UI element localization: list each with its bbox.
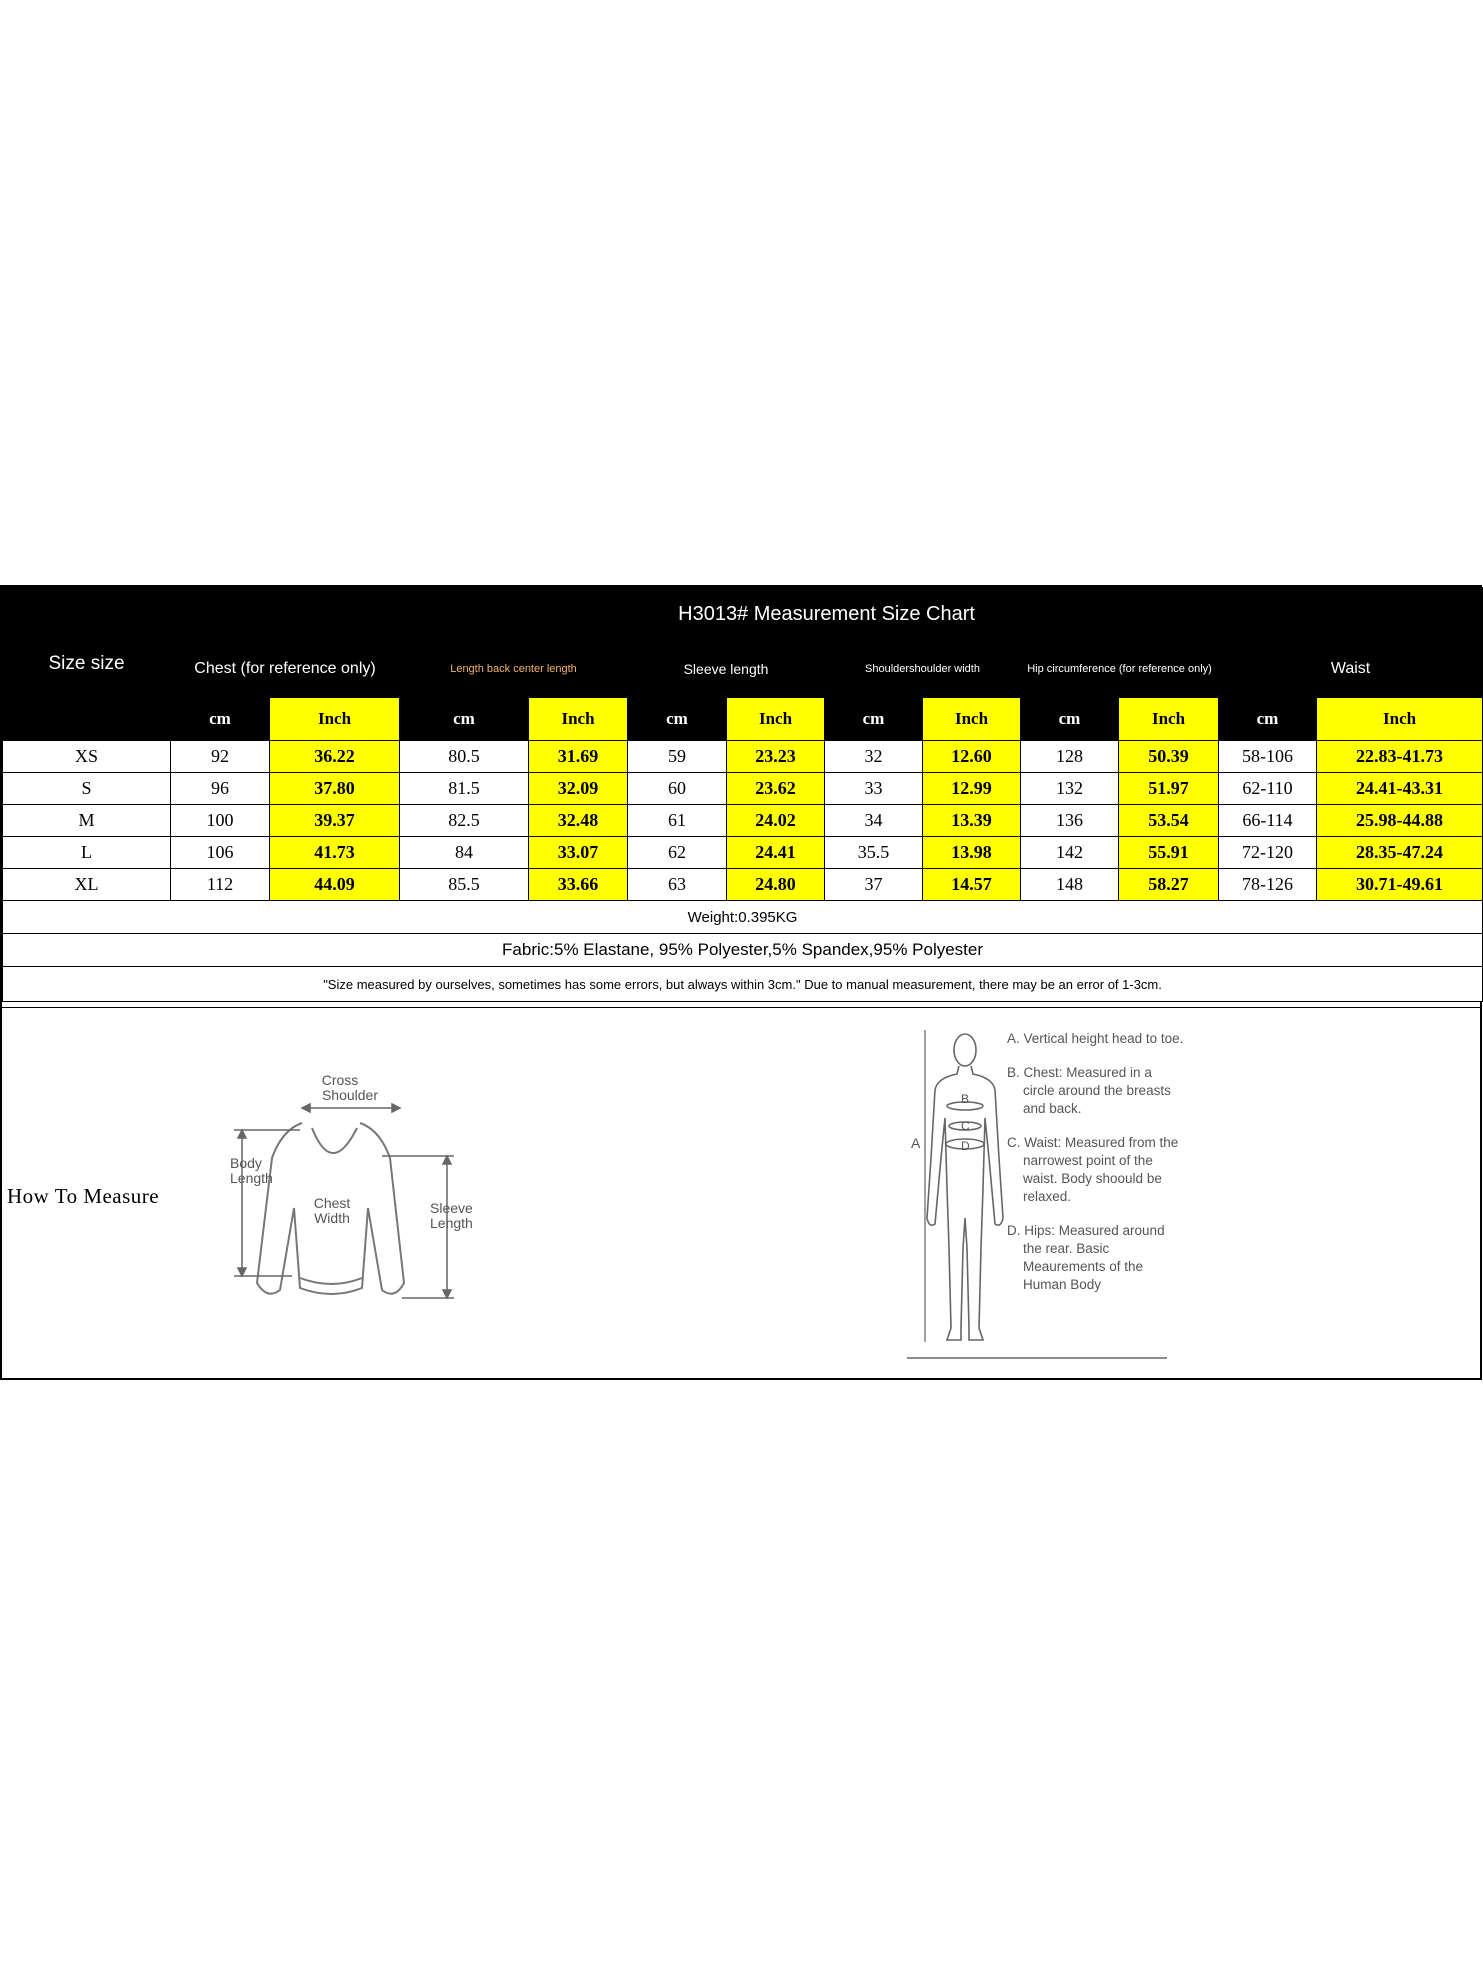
inch-value-cell: 36.22 [270, 741, 400, 773]
cm-value-cell: 63 [628, 869, 727, 901]
legend-a: A. Vertical height head to toe. [1007, 1031, 1184, 1046]
inch-value-cell: 39.37 [270, 805, 400, 837]
cm-value-cell: 81.5 [400, 773, 529, 805]
unit-cm-header: cm [825, 698, 923, 741]
marker-d: D [961, 1139, 970, 1153]
group-chest: Chest (for reference only) [171, 641, 400, 698]
inch-value-cell: 44.09 [270, 869, 400, 901]
inch-value-cell: 13.98 [923, 837, 1021, 869]
unit-cm-header: cm [1021, 698, 1119, 741]
inch-value-cell: 23.62 [727, 773, 825, 805]
cm-value-cell: 142 [1021, 837, 1119, 869]
data-rows [3, 741, 1483, 901]
how-to-measure-label: How To Measure [7, 1184, 160, 1208]
size-cell: XL [3, 869, 171, 901]
inch-value-cell: 32.48 [529, 805, 628, 837]
fabric-row: Fabric:5% Elastane, 95% Polyester,5% Spandex,95% Polyester [3, 934, 1483, 967]
inch-value-cell: 14.57 [923, 869, 1021, 901]
group-waist: Waist [1219, 641, 1483, 698]
cm-value-cell: 132 [1021, 773, 1119, 805]
unit-cm-header: cm [171, 698, 270, 741]
cm-value-cell: 92 [171, 741, 270, 773]
cm-value-cell: 35.5 [825, 837, 923, 869]
legend-b: B. Chest: Measured in a circle around the breasts and back. [1007, 1065, 1171, 1116]
inch-value-cell: 55.91 [1119, 837, 1219, 869]
inch-value-cell: 24.41-43.31 [1317, 773, 1483, 805]
cm-value-cell: 80.5 [400, 741, 529, 773]
sleeve-length-label-2: Length [430, 1215, 473, 1231]
inch-value-cell: 58.27 [1119, 869, 1219, 901]
cm-value-cell: 106 [171, 837, 270, 869]
unit-inch-header: Inch [923, 698, 1021, 741]
cm-value-cell: 96 [171, 773, 270, 805]
cm-value-cell: 78-126 [1219, 869, 1317, 901]
group-length: Length back center length [400, 641, 628, 698]
cm-value-cell: 66-114 [1219, 805, 1317, 837]
table-row [3, 805, 1483, 837]
inch-value-cell: 51.97 [1119, 773, 1219, 805]
cross-shoulder-label-2: Shoulder [321, 1087, 379, 1103]
table-row [3, 869, 1483, 901]
cm-value-cell: 148 [1021, 869, 1119, 901]
cm-value-cell: 59 [628, 741, 727, 773]
inch-value-cell: 13.39 [923, 805, 1021, 837]
body-length-label-1: Body [230, 1155, 262, 1171]
body-length-label-2: Length [230, 1170, 273, 1186]
cross-shoulder-label-1: Cross [321, 1072, 359, 1088]
legend-c: C. Waist: Measured from the narrowest point of the waist. Body shoould be relaxed. [1007, 1135, 1179, 1204]
measure-legend [1007, 1030, 1187, 1310]
inch-value-cell: 23.23 [727, 741, 825, 773]
cm-value-cell: 85.5 [400, 869, 529, 901]
group-hip: Hip circumference (for reference only) [1021, 641, 1219, 698]
group-sleeve: Sleeve length [628, 641, 825, 698]
cm-value-cell: 112 [171, 869, 270, 901]
cm-value-cell: 84 [400, 837, 529, 869]
inch-value-cell: 53.54 [1119, 805, 1219, 837]
inch-value-cell: 41.73 [270, 837, 400, 869]
marker-c: C [961, 1119, 970, 1133]
size-cell: M [3, 805, 171, 837]
unit-inch-header: Inch [1317, 698, 1483, 741]
unit-inch-header: Inch [529, 698, 628, 741]
marker-b: B [961, 1092, 970, 1106]
inch-value-cell: 24.41 [727, 837, 825, 869]
size-cell: S [3, 773, 171, 805]
unit-row [3, 698, 1483, 741]
inch-value-cell: 33.66 [529, 869, 628, 901]
note-row: "Size measured by ourselves, sometimes has some errors, but always within 3cm." Due to manual measurement, there may be an error of 1-3cm. [3, 967, 1483, 1002]
legend-d: D. Hips: Measured around the rear. Basic Meaurements of the Human Body [1007, 1223, 1165, 1292]
inch-value-cell: 24.02 [727, 805, 825, 837]
table-row [3, 741, 1483, 773]
table-row [3, 773, 1483, 805]
table-row [3, 837, 1483, 869]
inch-value-cell: 12.60 [923, 741, 1021, 773]
size-header: Size size [3, 588, 171, 741]
inch-value-cell: 37.80 [270, 773, 400, 805]
cm-value-cell: 82.5 [400, 805, 529, 837]
how-to-measure-section [2, 1007, 1480, 1379]
unit-cm-header: cm [628, 698, 727, 741]
cm-value-cell: 62-110 [1219, 773, 1317, 805]
chest-width-label-1: Chest [313, 1195, 351, 1211]
inch-value-cell: 22.83-41.73 [1317, 741, 1483, 773]
chest-width-label-2: Width [314, 1210, 350, 1226]
inch-value-cell: 28.35-47.24 [1317, 837, 1483, 869]
unit-cm-header: cm [400, 698, 529, 741]
inch-value-cell: 25.98-44.88 [1317, 805, 1483, 837]
cm-value-cell: 72-120 [1219, 837, 1317, 869]
cm-value-cell: 136 [1021, 805, 1119, 837]
marker-a: A [911, 1135, 921, 1151]
group-shoulder: Shouldershoulder width [825, 641, 1021, 698]
weight-row: Weight:0.395KG [3, 901, 1483, 934]
size-cell: XS [3, 741, 171, 773]
inch-value-cell: 50.39 [1119, 741, 1219, 773]
table-title: H3013# Measurement Size Chart [171, 588, 1483, 641]
sleeve-length-label-1: Sleeve [430, 1200, 473, 1216]
inch-value-cell: 32.09 [529, 773, 628, 805]
unit-inch-header: Inch [270, 698, 400, 741]
cm-value-cell: 33 [825, 773, 923, 805]
cm-value-cell: 128 [1021, 741, 1119, 773]
unit-cm-header: cm [1219, 698, 1317, 741]
cm-value-cell: 37 [825, 869, 923, 901]
inch-value-cell: 12.99 [923, 773, 1021, 805]
unit-inch-header: Inch [1119, 698, 1219, 741]
inch-value-cell: 33.07 [529, 837, 628, 869]
size-cell: L [3, 837, 171, 869]
size-table [2, 587, 1483, 1002]
inch-value-cell: 31.69 [529, 741, 628, 773]
cm-value-cell: 58-106 [1219, 741, 1317, 773]
cm-value-cell: 34 [825, 805, 923, 837]
shirt-diagram [222, 1068, 473, 1318]
inch-value-cell: 24.80 [727, 869, 825, 901]
cm-value-cell: 61 [628, 805, 727, 837]
inch-value-cell: 30.71-49.61 [1317, 869, 1483, 901]
cm-value-cell: 100 [171, 805, 270, 837]
cm-value-cell: 32 [825, 741, 923, 773]
size-chart-sheet [0, 585, 1482, 1380]
unit-inch-header: Inch [727, 698, 825, 741]
cm-value-cell: 60 [628, 773, 727, 805]
cm-value-cell: 62 [628, 837, 727, 869]
